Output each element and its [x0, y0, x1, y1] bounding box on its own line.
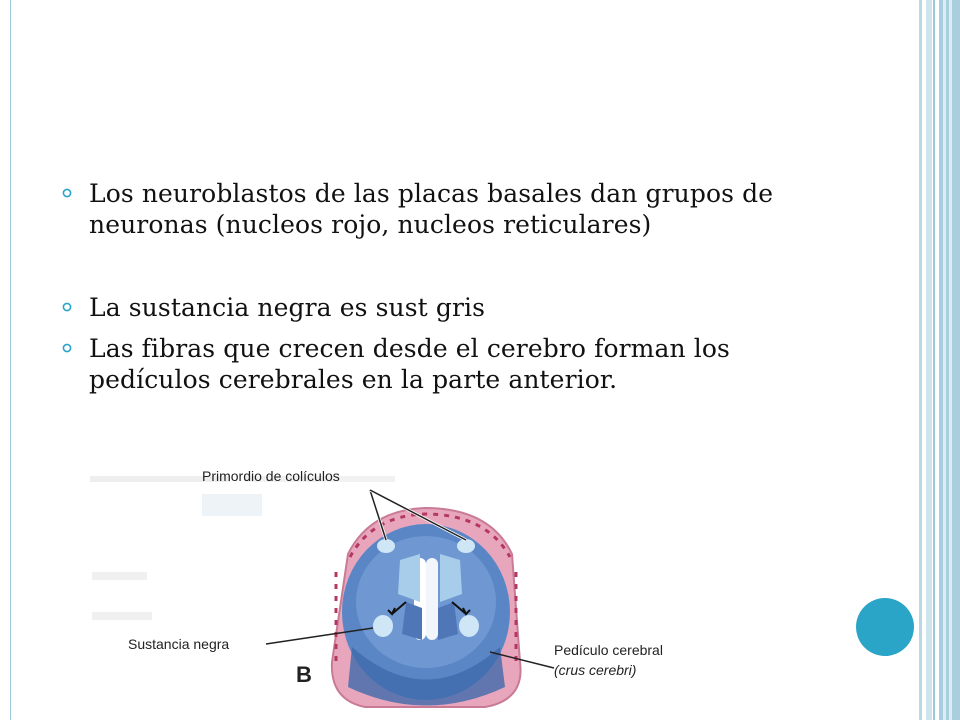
slide-border-left	[10, 0, 11, 720]
slide-side-stripes	[919, 0, 960, 720]
midbrain-figure	[80, 462, 720, 720]
midbrain-cross-section-diagram	[80, 462, 720, 720]
bullet-text: La sustancia negra es sust gris	[89, 293, 486, 322]
bullet-list	[62, 178, 842, 395]
bullet-text: Los neuroblastos de las placas basales dan grupos de neuronas (nucleos rojo, nucleos reticulares)	[89, 179, 774, 239]
bullet-item	[62, 292, 842, 323]
bullet-text: Las fibras que crecen desde el cerebro forman los pedículos cerebrales en la parte anterior.	[89, 334, 730, 394]
decorative-circle	[856, 598, 914, 656]
label-primordio: Primordio de colículos	[202, 468, 340, 484]
bullet-item	[62, 333, 842, 395]
bullet-circle-icon	[62, 188, 72, 198]
bullet-item	[62, 178, 842, 240]
bullet-circle-icon	[62, 343, 72, 353]
label-crus: (crus cerebri)	[554, 662, 637, 678]
bullet-circle-icon	[62, 302, 72, 312]
label-sustancia-negra: Sustancia negra	[128, 636, 230, 652]
label-pediculo: Pedículo cerebral	[554, 642, 663, 658]
label-letter: B	[296, 662, 312, 687]
